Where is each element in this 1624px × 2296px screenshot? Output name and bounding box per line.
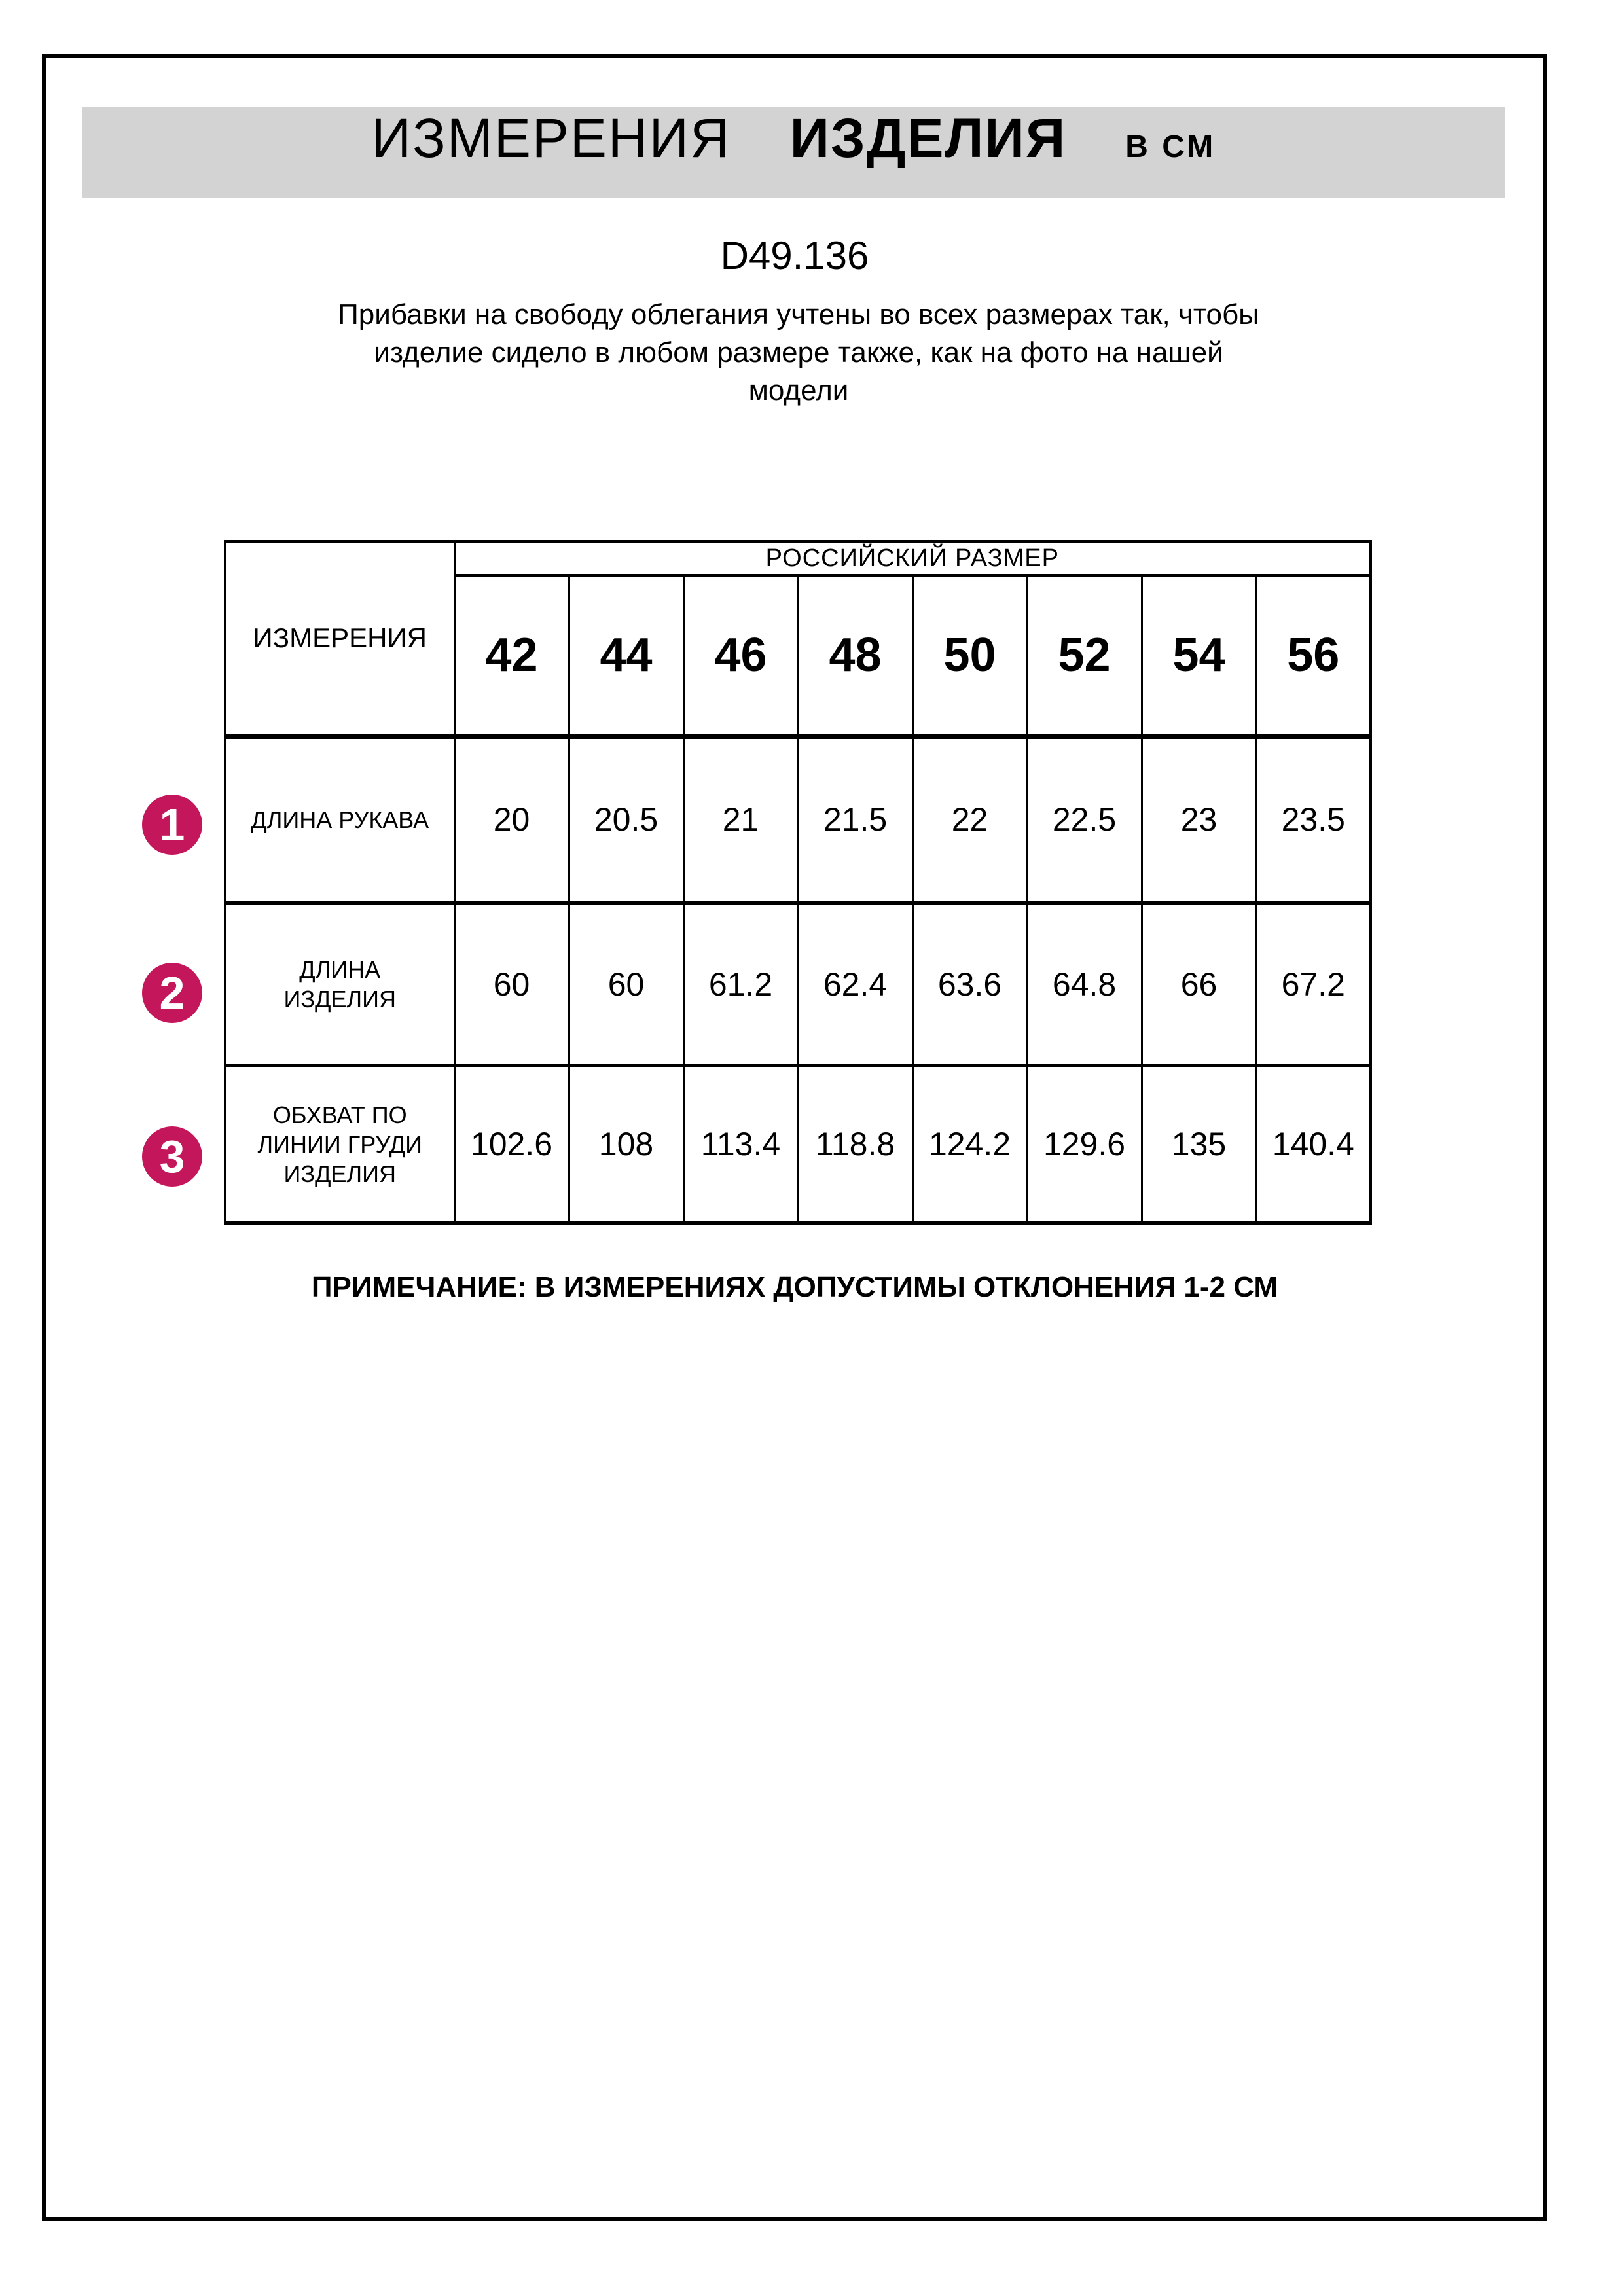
fit-description-line: изделие сидело в любом размере также, как на фото на нашей: [374, 336, 1223, 369]
size-col-header: 56: [1256, 575, 1371, 736]
fit-description-line: Прибавки на свободу облегания учтены во всех размерах так, чтобы: [338, 298, 1259, 331]
title-banner: [82, 107, 1505, 198]
measurement-value: 23.5: [1256, 736, 1371, 903]
measurement-value: 64.8: [1027, 903, 1142, 1066]
product-code: D49.136: [720, 234, 869, 278]
tolerance-note: ПРИМЕЧАНИЕ: В ИЗМЕРЕНИЯХ ДОПУСТИМЫ ОТКЛОНЕНИЯ 1-2 СМ: [311, 1271, 1278, 1303]
measurement-value: 22.5: [1027, 736, 1142, 903]
measurement-value: 22: [912, 736, 1027, 903]
measurement-value: 20.5: [569, 736, 683, 903]
row-label: [225, 1066, 454, 1223]
measurement-value: 21: [683, 736, 798, 903]
row-label-line: ЛИНИИ ГРУДИ: [257, 1130, 422, 1158]
row-number-badge-1: 1: [142, 795, 202, 855]
row-label: [225, 903, 454, 1066]
size-col-header: 48: [798, 575, 912, 736]
measurement-value: 60: [569, 903, 683, 1066]
measurement-value: 140.4: [1256, 1066, 1371, 1223]
size-col-header: 44: [569, 575, 683, 736]
russian-size-header: РОССИЙСКИЙ РАЗМЕР: [454, 541, 1371, 575]
measurement-value: 23: [1142, 736, 1256, 903]
row-label-line: ДЛИНА: [299, 956, 381, 983]
title-product: ИЗДЕЛИЯ: [789, 107, 1067, 169]
table-row-chest-girth: [225, 1066, 1371, 1223]
row-label-line: ОБХВАТ ПО: [272, 1101, 407, 1128]
title-unit-cm: В СМ: [1125, 130, 1216, 164]
measurement-value: 129.6: [1027, 1066, 1142, 1223]
measurement-value: 66: [1142, 903, 1256, 1066]
row-number-badge-3: 3: [142, 1126, 202, 1187]
measurements-column-header: ИЗМЕРЕНИЯ: [225, 541, 454, 736]
measurement-value: 60: [454, 903, 569, 1066]
measurement-value: 124.2: [912, 1066, 1027, 1223]
size-col-header: 52: [1027, 575, 1142, 736]
table-row-garment-length: [225, 903, 1371, 1066]
measurement-value: 61.2: [683, 903, 798, 1066]
row-label-line: ИЗДЕЛИЯ: [283, 985, 396, 1013]
row-number-badge-2: 2: [142, 963, 202, 1023]
measurement-value: 102.6: [454, 1066, 569, 1223]
size-col-header: 46: [683, 575, 798, 736]
row-label: [225, 736, 454, 903]
row-label-line: ИЗДЕЛИЯ: [283, 1160, 396, 1187]
size-col-header: 50: [912, 575, 1027, 736]
measurement-value: 67.2: [1256, 903, 1371, 1066]
row-label-line: ДЛИНА РУКАВА: [251, 806, 429, 833]
measurement-value: 113.4: [683, 1066, 798, 1223]
measurements-table: [224, 540, 1372, 1225]
table-row-sleeve-length: [225, 736, 1371, 903]
measurement-value: 20: [454, 736, 569, 903]
measurement-value: 63.6: [912, 903, 1027, 1066]
fit-description-line: модели: [748, 374, 849, 407]
measurement-value: 62.4: [798, 903, 912, 1066]
measurement-value: 108: [569, 1066, 683, 1223]
title-measurements: ИЗМЕРЕНИЯ: [371, 107, 731, 169]
measurement-value: 135: [1142, 1066, 1256, 1223]
measurement-value: 118.8: [798, 1066, 912, 1223]
fit-description: [223, 296, 1375, 410]
size-col-header: 42: [454, 575, 569, 736]
measurement-value: 21.5: [798, 736, 912, 903]
size-col-header: 54: [1142, 575, 1256, 736]
